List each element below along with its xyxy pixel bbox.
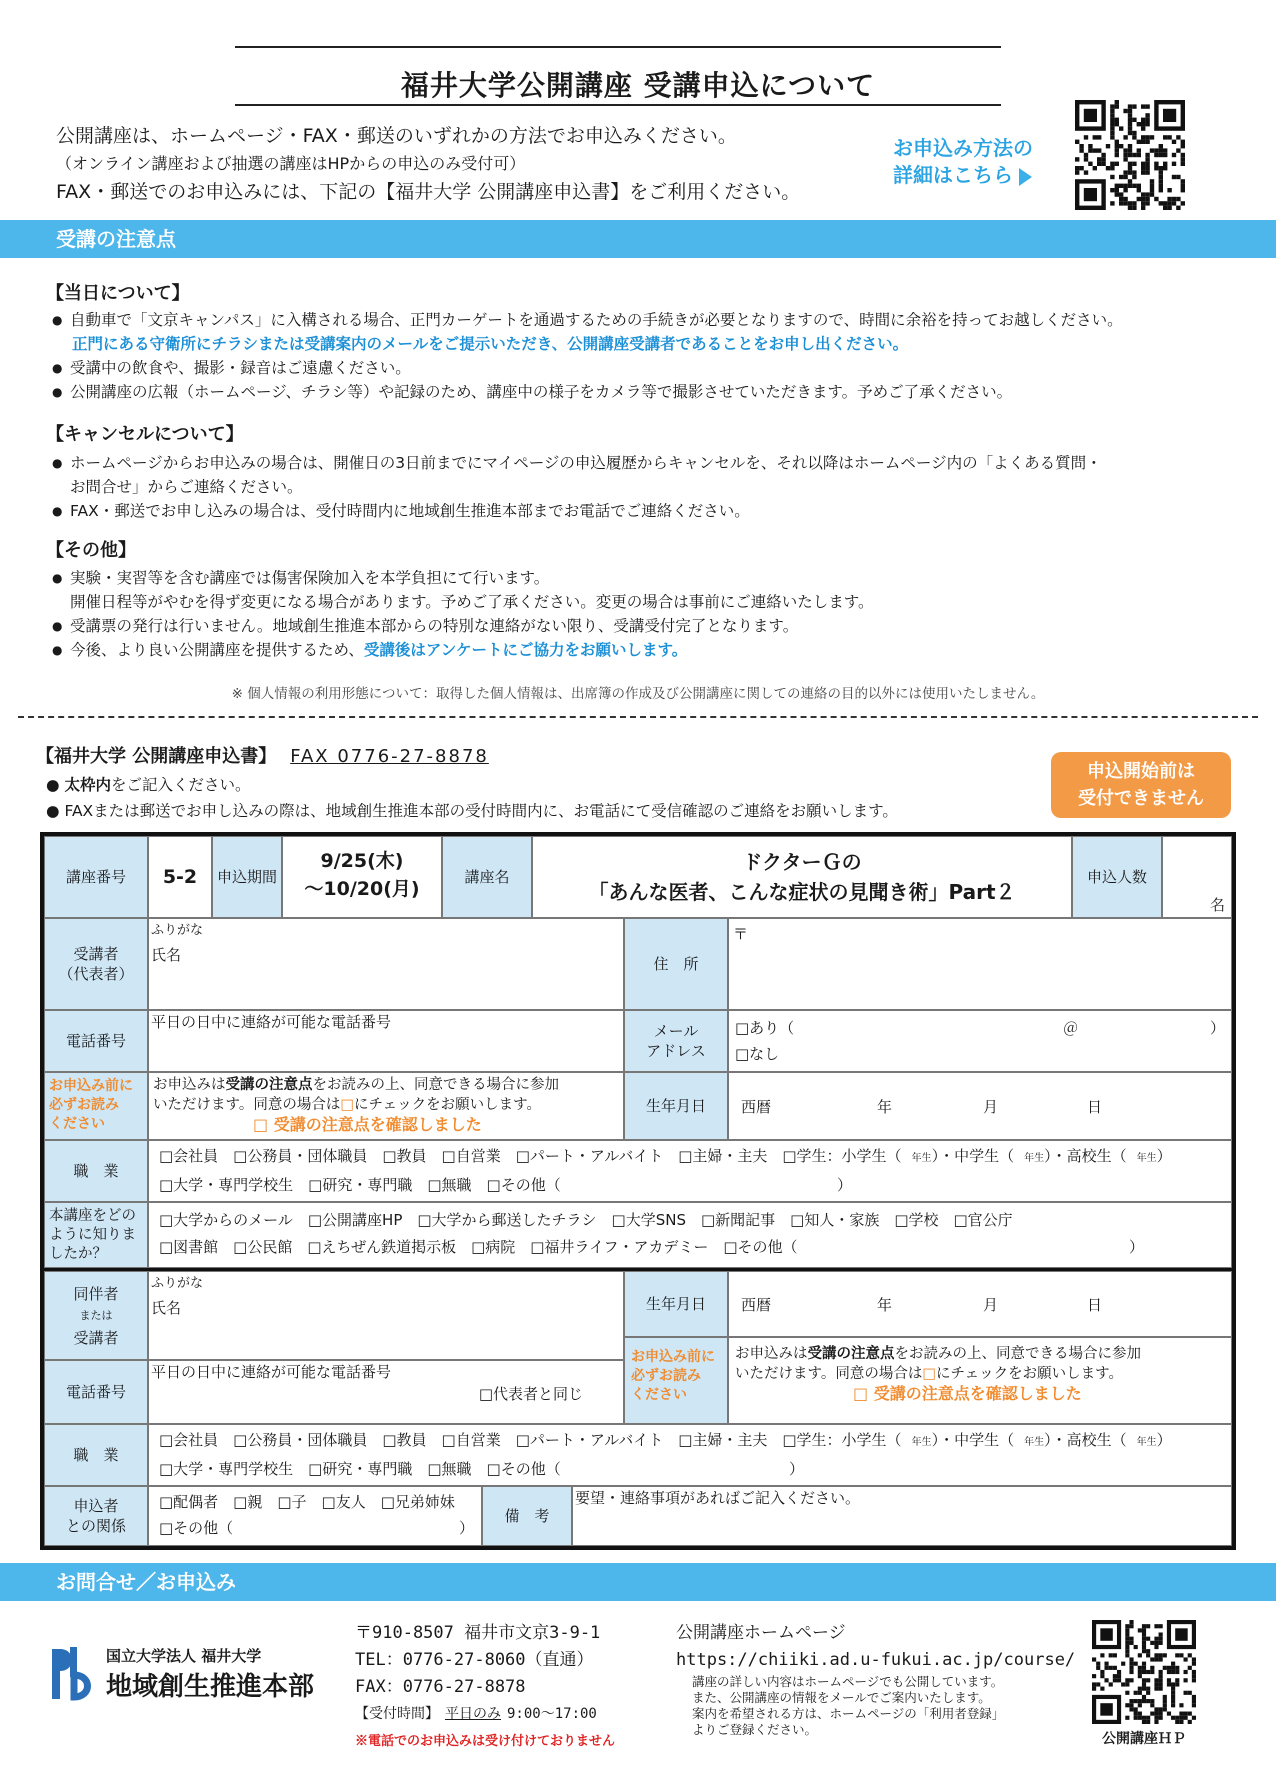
companion-job-options[interactable] — [148, 1424, 1232, 1486]
intro-line2: （オンライン講座および抽選の講座はHPからの申込のみ受付可） — [56, 154, 526, 173]
label-line: 本講座をどの — [49, 1207, 136, 1224]
job-text: ）・中学生（ — [931, 1147, 1015, 1165]
cancel-list — [52, 451, 1242, 523]
companion-job-label: 職 業 — [44, 1424, 148, 1486]
year-unit: 年 — [877, 1296, 893, 1314]
job-label: 職 業 — [44, 1140, 148, 1202]
companion-consent-box — [728, 1337, 1232, 1424]
day-unit: 日 — [1087, 1097, 1103, 1116]
mail-field[interactable] — [728, 1010, 1232, 1072]
intro-line3: FAX・郵送でのお申込みには、下記の【福井大学 公開講座申込書】をご利用ください。 — [56, 181, 801, 203]
year-unit: 年 — [877, 1097, 893, 1116]
companion-birth-label: 生年月日 — [624, 1271, 728, 1337]
consent-text: にチェックをお願いします。 — [354, 1097, 541, 1113]
job-text: □会社員 □公務員・団体職員 □教員 □自営業 □パート・アルバイト □主婦・主夫 □学生：小学生（ — [159, 1147, 902, 1165]
list-item: ● FAX・郵送でお申し込みの場合は、受付時間内に地域創生推進本部までお電話でご連絡ください。 — [52, 499, 1242, 523]
list-item: ● 受講中の飲食や、撮影・録音はご遠慮ください。 — [52, 356, 1242, 380]
consent-text: お申込みは — [153, 1077, 226, 1093]
consent-box-mark: □ — [922, 1366, 937, 1382]
notice-band: 受講の注意点 — [0, 220, 1276, 258]
badge-line2: 受付できません — [1078, 788, 1204, 809]
phone-hint: 平日の日中に連絡が可能な電話番号 — [151, 1363, 392, 1381]
list-item — [52, 332, 1242, 356]
job-text: □会社員 □公務員・団体職員 □教員 □自営業 □パート・アルバイト □主婦・主夫 □学生：小学生（ — [159, 1431, 902, 1449]
label-line: との関係 — [65, 1517, 126, 1535]
companion-label — [44, 1271, 148, 1360]
paren: ） — [459, 1519, 475, 1537]
count-field[interactable] — [1162, 836, 1232, 918]
remarks-hint: 要望・連絡事項があればご記入ください。 — [575, 1489, 861, 1507]
consent-label — [44, 1072, 148, 1140]
companion-consent-label — [624, 1337, 728, 1424]
phone-field[interactable] — [148, 1010, 624, 1072]
cancel-heading: 【キャンセルについて】 — [46, 424, 244, 445]
paren: ） — [1209, 1019, 1225, 1037]
consent-bold: 受講の注意点 — [807, 1346, 895, 1362]
hours-label: 【受付時間】 — [355, 1706, 439, 1722]
birth-label: 生年月日 — [624, 1072, 728, 1140]
contact-block — [355, 1620, 615, 1755]
label-line: お申込み前に — [49, 1078, 133, 1094]
consent-box-mark: □ — [340, 1097, 355, 1113]
grade-unit: 年生 — [1024, 1153, 1045, 1164]
how-label — [44, 1202, 148, 1268]
furigana-label: ふりがな — [151, 923, 204, 938]
list-item: ● 自動車で「文京キャンパス」に入構される場合、正門カーゲートを通過するための手続きが必要となりますので、時間に余裕を持ってお越しください。 — [52, 308, 1242, 332]
list-item: ● ホームページからお申込みの場合は、開催日の3日前までにマイページの申込履歴からキャンセルを、それ以降はホームページ内の「よくある質問・ — [52, 451, 1242, 475]
companion-name-field[interactable] — [148, 1271, 624, 1360]
label-line: 申込者 — [73, 1497, 119, 1515]
label-line: 必ずお読み — [49, 1097, 119, 1113]
job-text: ） — [1156, 1431, 1172, 1449]
highlight-text: 受講後はアンケートにご協力をお願いします。 — [363, 641, 688, 659]
course-no: 5-2 — [148, 836, 212, 918]
hp-url-link[interactable]: https://chiiki.ad.u-fukui.ac.jp/course/ — [676, 1650, 1076, 1670]
period-label: 申込期間 — [212, 836, 282, 918]
other-heading: 【その他】 — [46, 540, 136, 561]
same-as-rep-checkbox[interactable]: □代表者と同じ — [478, 1385, 583, 1403]
intro-line1: 公開講座は、ホームページ・FAX・郵送のいずれかの方法でお申込みください。 — [56, 125, 737, 147]
privacy-note: ※ 個人情報の利用形態について：取得した個人情報は、出席簿の作成及び公開講座に関しての連絡の目的以外には使用いたしません。 — [231, 686, 1045, 702]
paren: ） — [789, 1460, 805, 1478]
name-label: 氏名 — [151, 1299, 182, 1317]
label-line: ください — [49, 1116, 105, 1132]
seireki: 西暦 — [741, 1097, 772, 1116]
form-fax-number: FAX 0776-27-8878 — [290, 746, 489, 767]
title-top-rule — [235, 46, 1001, 48]
course-name-label: 講座名 — [442, 836, 532, 918]
highlight-text: 正門にある守衛所にチラシまたは受講案内のメールをご提示いただき、公開講座受講者であることをお申し出ください。 — [72, 335, 909, 353]
hp-block — [676, 1620, 1075, 1738]
label-line: 必ずお読み — [631, 1368, 701, 1384]
count-label: 申込人数 — [1072, 836, 1162, 918]
grade-unit: 年生 — [911, 1437, 932, 1448]
job-text: □大学・専門学校生 □研究・専門職 □無職 □その他（ — [159, 1460, 561, 1478]
relation-label — [44, 1486, 148, 1546]
link-line2: 詳細はこちら — [893, 163, 1013, 187]
other-list — [52, 566, 1242, 662]
form-title: 【福井大学 公開講座申込書】 — [36, 746, 277, 767]
contact-address: 〒910-8507 福井市文京3-9-1 — [355, 1623, 601, 1643]
label-line: 同伴者 — [73, 1284, 119, 1303]
item-text: 今後、より良い公開講座を提供するため、 — [70, 641, 364, 659]
day-list — [52, 308, 1242, 404]
job-text: □大学・専門学校生 □研究・専門職 □無職 □その他（ — [159, 1176, 561, 1194]
label-line: お申込み前に — [631, 1349, 715, 1365]
list-item: ● 実験・実習等を含む講座では傷害保険加入を本学負担にて行います。 — [52, 566, 1242, 590]
job-text: ）・中学生（ — [931, 1431, 1015, 1449]
qr-caption: 公開講座ＨＰ — [1102, 1731, 1186, 1747]
how-options[interactable] — [148, 1202, 1232, 1268]
consent-text: お申込みは — [735, 1346, 808, 1362]
note-text: をご記入ください。 — [110, 776, 251, 794]
form-notes: ● 太枠内をご記入ください。 ● FAXまたは郵送でお申し込みの際は、地域創生推進本部の受付時間内に、お電話にて受信確認のご連絡をお願いします。 — [46, 776, 898, 820]
month-unit: 月 — [983, 1296, 999, 1314]
qr-code-icon[interactable] — [1075, 100, 1185, 210]
job-options[interactable] — [148, 1140, 1232, 1202]
period-start: 9/25(木) — [320, 850, 404, 872]
applicant-label — [44, 918, 148, 1010]
consent-bold: 受講の注意点 — [225, 1077, 313, 1093]
label-line: したか？ — [49, 1245, 107, 1262]
mail-no-checkbox[interactable]: □なし — [735, 1045, 780, 1063]
applicant-name-field[interactable] — [148, 918, 624, 1010]
name-label: 氏名 — [151, 946, 182, 964]
label-line: 受講者 — [73, 945, 119, 963]
consent-text: をお読みの上、同意できる場合に参加 — [894, 1346, 1141, 1362]
consent-text: をお読みの上、同意できる場合に参加 — [312, 1077, 559, 1093]
companion-phone-field[interactable] — [148, 1360, 624, 1424]
intro-text — [56, 122, 800, 206]
course-name-line1: ドクターＧの — [742, 850, 862, 874]
furigana-label: ふりがな — [151, 1276, 204, 1291]
label-line: メール — [653, 1022, 699, 1040]
label-line: 受講者 — [73, 1328, 119, 1347]
note-text: FAXまたは郵送でお申し込みの際は、地域創生推進本部の受付時間内に、お電話にて受信確認のご連絡をお願いします。 — [64, 802, 898, 820]
consent-text: いただけます。同意の場合は — [153, 1097, 341, 1113]
birth-field[interactable] — [728, 1072, 1232, 1140]
mail-yes-checkbox[interactable]: □あり（ — [735, 1019, 795, 1037]
hp-note: また、公開講座の情報をメールでご案内いたします。 — [692, 1690, 991, 1705]
contact-tel: TEL：0776-27-8060（直通） — [355, 1650, 594, 1670]
not-accepted-badge — [1051, 752, 1231, 818]
at-mark: ＠ — [1063, 1019, 1079, 1037]
org-dept: 地域創生推進本部 — [106, 1672, 315, 1702]
relation-line1: □配偶者 □親 □子 □友人 □兄弟姉妹 — [159, 1493, 455, 1511]
hours-days: 平日のみ — [445, 1706, 501, 1722]
job-text: ）・高校生（ — [1044, 1147, 1127, 1165]
list-item: お問合せ」からご連絡ください。 — [70, 478, 303, 496]
remarks-field[interactable] — [572, 1486, 1232, 1546]
period-end: ～10/20(月) — [304, 878, 420, 900]
list-item: 開催日程等がやむを得ず変更になる場合があります。予めご了承ください。変更の場合は事前にご連絡いたします。 — [70, 593, 874, 611]
hp-label: 公開講座ホームページ — [676, 1623, 846, 1643]
grade-unit: 年生 — [911, 1153, 932, 1164]
seireki: 西暦 — [741, 1296, 772, 1314]
label-line: ように知りま — [49, 1226, 136, 1243]
list-item: ● 受講票の発行は行いません。地域創生推進本部からの特別な連絡がない限り、受講受付完了となります。 — [52, 614, 1242, 638]
qr-code-icon[interactable] — [1092, 1620, 1196, 1724]
paren: ） — [1129, 1238, 1145, 1256]
org-name: 国立大学法人 福井大学 — [106, 1647, 262, 1665]
contact-fax: FAX：0776-27-8878 — [355, 1677, 526, 1697]
label-line: ください — [631, 1387, 687, 1403]
day-unit: 日 — [1087, 1296, 1103, 1314]
no-phone-note: ※電話でのお申込みは受け付けておりません — [355, 1734, 616, 1749]
job-text: ）・高校生（ — [1044, 1431, 1127, 1449]
consent-text: いただけます。同意の場合は — [735, 1366, 923, 1382]
companion-phone-label: 電話番号 — [44, 1360, 148, 1424]
period — [282, 836, 442, 918]
hp-notes — [692, 1674, 1075, 1738]
contact-band: お問合せ／お申込み — [0, 1563, 1276, 1601]
hp-note: 案内を希望される方は、ホームページの「利用者登録」 — [692, 1706, 1005, 1721]
grade-unit: 年生 — [1024, 1437, 1045, 1448]
form-heading — [36, 742, 489, 768]
university-logo-icon — [46, 1645, 100, 1701]
consent-checkbox[interactable]: □ 受講の注意点を確認しました — [253, 1115, 482, 1134]
how-line2: □図書館 □公民館 □えちぜん鉄道掲示板 □病院 □福井ライフ・アカデミー □その他（ — [159, 1238, 798, 1256]
arrow-right-icon — [1019, 168, 1032, 186]
month-unit: 月 — [983, 1097, 999, 1116]
note-bold: 太枠内 — [64, 776, 111, 794]
grade-unit: 年生 — [1136, 1437, 1157, 1448]
postal-mark: 〒 — [733, 925, 749, 943]
relation-options[interactable] — [148, 1486, 482, 1546]
course-name-line2: 「あんな医者、こんな症状の見聞き術」Part２ — [588, 880, 1016, 904]
label-line: （代表者） — [58, 965, 134, 983]
page-title: 福井大学公開講座 受講申込について — [400, 69, 876, 102]
consent-box — [148, 1072, 624, 1140]
hours: 9:00～17:00 — [507, 1706, 597, 1722]
label-line: アドレス — [646, 1042, 706, 1060]
hp-note: よりご登録ください。 — [692, 1722, 818, 1737]
list-item — [52, 638, 1242, 662]
how-line1: □大学からのメール □公開講座HP □大学から郵送したチラシ □大学SNS □新聞記事 □知人・家族 □学校 □官公庁 — [159, 1211, 1013, 1229]
cut-line — [18, 716, 1258, 718]
job-text: ） — [1156, 1147, 1172, 1165]
consent-text: にチェックをお願いします。 — [936, 1366, 1123, 1382]
phone-hint: 平日の日中に連絡が可能な電話番号 — [151, 1013, 392, 1031]
remarks-label: 備 考 — [482, 1486, 572, 1546]
badge-line1: 申込開始前は — [1087, 761, 1195, 782]
course-name — [532, 836, 1072, 918]
day-heading: 【当日について】 — [46, 283, 190, 304]
course-no-label: 講座番号 — [44, 836, 148, 918]
count-unit: 名 — [1209, 896, 1225, 914]
address-field[interactable] — [728, 918, 1232, 1010]
grade-unit: 年生 — [1136, 1153, 1157, 1164]
companion-birth-field[interactable] — [728, 1271, 1232, 1337]
address-label: 住 所 — [624, 918, 728, 1010]
mail-label — [624, 1010, 728, 1072]
title-bottom-rule — [235, 104, 1001, 106]
consent-checkbox[interactable]: □ 受講の注意点を確認しました — [853, 1384, 1082, 1403]
relation-line2: □その他（ — [159, 1519, 234, 1537]
phone-label: 電話番号 — [44, 1010, 148, 1072]
paren: ） — [837, 1176, 853, 1194]
list-item: ● 公開講座の広報（ホームページ、チラシ等）や記録のため、講座中の様子をカメラ等で撮影させていただきます。予めご了承ください。 — [52, 380, 1242, 404]
hp-note: 講座の詳しい内容はホームページでも公開しています。 — [692, 1674, 1004, 1689]
link-line1: お申込み方法の — [893, 136, 1033, 160]
label-line: または — [79, 1308, 113, 1322]
apply-details-link[interactable] — [893, 135, 1033, 189]
